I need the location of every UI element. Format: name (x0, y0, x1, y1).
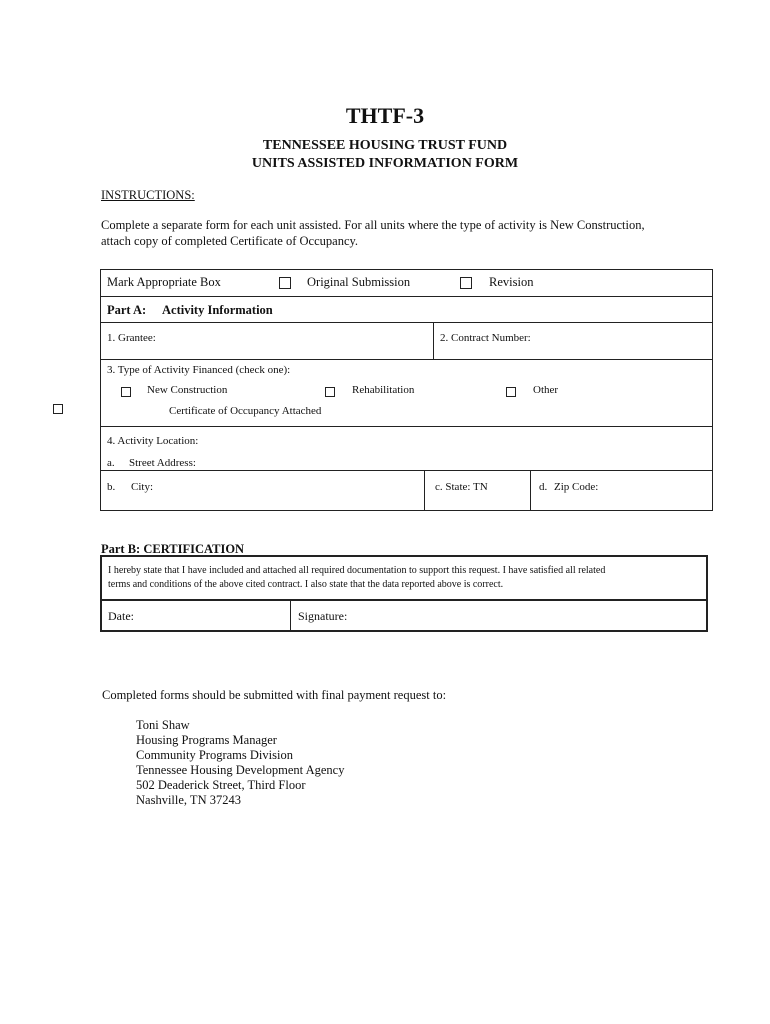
rehabilitation-label: Rehabilitation (352, 384, 415, 396)
certification-line2: terms and conditions of the above cited contract. I also state that the data reported above is correct. (108, 579, 504, 590)
other-checkbox[interactable] (506, 387, 516, 397)
form-title-line2: UNITS ASSISTED INFORMATION FORM (251, 156, 519, 171)
mailing-address (136, 718, 344, 808)
city-label: City: (131, 481, 154, 493)
state-label: c. State: TN (435, 481, 488, 493)
instructions-line1: Complete a separate form for each unit assisted. For all units where the type of activity is New Construction, (101, 218, 645, 232)
divider (100, 426, 713, 427)
certificate-checkbox[interactable] (53, 404, 63, 414)
contact-street: 502 Deaderick Street, Third Floor (136, 778, 306, 792)
signature-label: Signature: (298, 609, 348, 623)
contact-division: Community Programs Division (136, 748, 293, 762)
part-a-title: Activity Information (162, 303, 273, 317)
divider (100, 470, 713, 471)
form-code: THTF-3 (345, 103, 425, 128)
submission-intro: Completed forms should be submitted with final payment request to: (102, 688, 447, 702)
contact-name: Toni Shaw (136, 718, 190, 732)
type-of-activity-label: 3. Type of Activity Financed (check one): (107, 364, 291, 376)
certificate-label: Certificate of Occupancy Attached (169, 405, 322, 417)
certification-line1: I hereby state that I have included and attached all required documentation to support this request. I have satisfied all related (108, 565, 606, 576)
revision-checkbox[interactable] (460, 277, 472, 289)
revision-label: Revision (489, 275, 534, 289)
street-number: a. (107, 457, 115, 469)
instructions-heading: INSTRUCTIONS: (101, 188, 195, 202)
grantee-label: 1. Grantee: (107, 332, 156, 344)
divider (100, 359, 713, 360)
mark-box-label: Mark Appropriate Box (107, 275, 221, 289)
divider (100, 296, 713, 297)
street-address-label: Street Address: (129, 457, 196, 469)
divider (100, 599, 708, 601)
original-submission-label: Original Submission (307, 275, 411, 289)
divider (290, 599, 291, 632)
zip-code-label: Zip Code: (554, 481, 599, 493)
contact-title: Housing Programs Manager (136, 733, 277, 747)
instructions-text (101, 217, 681, 249)
date-label: Date: (108, 609, 134, 623)
instructions-line2: attach copy of completed Certificate of Occupancy. (101, 234, 359, 248)
rehabilitation-checkbox[interactable] (325, 387, 335, 397)
contract-number-label: 2. Contract Number: (440, 332, 531, 344)
part-b-heading: Part B: CERTIFICATION (101, 542, 245, 556)
other-label: Other (533, 384, 559, 396)
divider (100, 322, 713, 323)
new-construction-checkbox[interactable] (121, 387, 131, 397)
divider (530, 470, 531, 511)
new-construction-label: New Construction (147, 384, 228, 396)
contact-city: Nashville, TN 37243 (136, 793, 241, 807)
contact-agency: Tennessee Housing Development Agency (136, 763, 345, 777)
divider (424, 470, 425, 511)
zip-number: d. (539, 481, 548, 493)
divider (433, 322, 434, 359)
part-a-label: Part A: (107, 303, 147, 317)
original-submission-checkbox[interactable] (279, 277, 291, 289)
activity-location-label: 4. Activity Location: (107, 435, 199, 447)
city-number: b. (107, 481, 116, 493)
form-title-line1: TENNESSEE HOUSING TRUST FUND (262, 138, 508, 153)
